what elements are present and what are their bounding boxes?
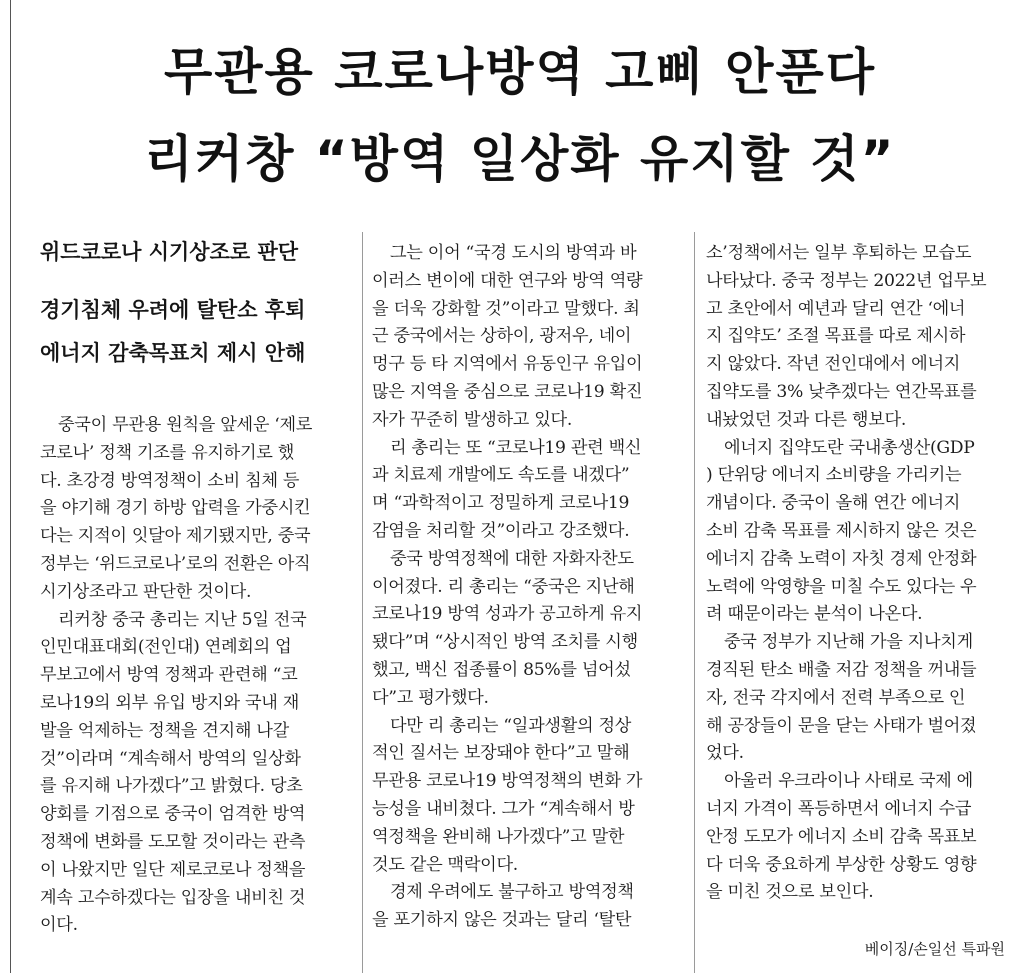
article-text-line: 려 때문이라는 분석이 나온다. [706, 604, 923, 625]
headline-line-1: 무관용 코로나방역 고삐 안푼다 [163, 43, 877, 101]
article-text-line: 코로나19 방역 성과가 공고하게 유지 [372, 604, 643, 625]
subheadline: 위드코로나 시기상조로 판단 [40, 240, 299, 264]
article-text-line: 능성을 내비쳤다. 그가 “계속해서 방 [372, 798, 635, 819]
article-text-line: 을 야기해 경기 하방 압력을 가중시킨 [40, 498, 311, 519]
article-text-line: 에너지 감축 노력이 자칫 경제 안정화 [706, 548, 977, 569]
article-text-line: 이 나왔지만 일단 제로코로나 정책을 [40, 859, 306, 880]
article-text-line: 을 더욱 강화할 것”이라고 말했다. 최 [372, 298, 640, 319]
article-text-line: 을 포기하지 않은 것과는 달리 ‘탈탄 [372, 910, 632, 931]
article-text-line: 무보고에서 방역 정책과 관련해 “코 [40, 665, 298, 686]
article-text-line: 감염을 처리할 것”이라고 강조했다. [372, 520, 630, 541]
article-text-line: 집약도를 3% 낮추겠다는 연간목표를 [706, 381, 977, 402]
article-text-line: 경제 우려에도 불구하고 방역정책 [390, 882, 634, 903]
article-text-line: 다는 지적이 잇달아 제기됐지만, 중국 [40, 526, 311, 547]
article-text-line: 며 “과학적이고 정밀하게 코로나19 [372, 493, 630, 514]
column-divider [362, 232, 363, 973]
article-text-line: 내놨었던 것과 다른 행보다. [706, 409, 906, 430]
article-text-line: 로나19의 외부 유입 방지와 국내 재 [40, 692, 300, 713]
article-text-line: 를 유지해 나가겠다”고 밝혔다. 당초 [40, 776, 303, 797]
article-text-line: 이러스 변이에 대한 연구와 방역 역량 [372, 270, 643, 291]
article-text-line: 해 공장들이 문을 닫는 사태가 벌어졌 [706, 715, 977, 736]
article-text-line: 안정 도모가 에너지 소비 감축 목표보 [706, 826, 977, 847]
article-text-line: 적인 질서는 보장돼야 한다”고 말해 [372, 743, 630, 764]
article-text-line: 정책에 변화를 도모할 것이라는 관측 [40, 831, 306, 852]
article-text-line: 을 미친 것으로 보인다. [706, 882, 874, 903]
article-text-line: 지 집약도’ 조절 목표를 따로 제시하 [706, 326, 966, 347]
subheadline: 경기침체 우려에 탈탄소 후퇴 [40, 298, 306, 322]
article-text-line: 인민대표대회(전인대) 연례회의 업 [40, 637, 292, 658]
article-text-line: 다 더욱 중요하게 부상한 상황도 영향 [706, 854, 977, 875]
article-column-1 [40, 412, 360, 940]
article-text-line: 과 치료제 개발에도 속도를 내겠다” [372, 465, 630, 486]
column-divider [694, 232, 695, 973]
article-text-line: 중국 방역정책에 대한 자화자찬도 [390, 548, 634, 569]
article-text-line: 고 초안에서 예년과 달리 연간 ‘에너 [706, 298, 966, 319]
article-text-line: 근 중국에서는 상하이, 광저우, 네이 [372, 326, 632, 347]
byline: 베이징/손일선 특파원 [864, 940, 1005, 958]
article-text-line: 자, 전국 각지에서 전력 부족으로 인 [706, 687, 966, 708]
article-text-line: 정부는 ‘위드코로나’로의 전환은 아직 [40, 553, 311, 574]
article-text-line: 많은 지역을 중심으로 코로나19 확진 [372, 381, 643, 402]
article-text-line: 중국 정부가 지난해 가을 지나치게 [724, 632, 973, 653]
article-text-line: 다만 리 총리는 “일과생활의 정상 [390, 715, 632, 736]
article-text-line: 코로나’ 정책 기조를 유지하기로 했 [40, 442, 295, 463]
article-text-line: 이다. [40, 915, 78, 936]
article-text-line: 개념이다. 중국이 올해 연간 에너지 [706, 493, 961, 514]
article-text-line: 리 총리는 또 “코로나19 관련 백신 [390, 437, 642, 458]
article-text-line: 양회를 기점으로 중국이 엄격한 방역 [40, 804, 306, 825]
article-text-line: 무관용 코로나19 방역정책의 변화 가 [372, 771, 643, 792]
article-text-line: ) 단위당 에너지 소비량을 가리키는 [706, 465, 962, 486]
article-text-line: 멍구 등 타 지역에서 유동인구 유입이 [372, 354, 643, 375]
article-text-line: 아울러 우크라이나 사태로 국제 에 [724, 771, 973, 792]
article-text-line: 소비 감축 목표를 제시하지 않은 것은 [706, 520, 977, 541]
article-text-line: 됐다”며 “상시적인 방역 조치를 시행 [372, 632, 638, 653]
article-text-line: 다”고 평가했다. [372, 687, 489, 708]
article-text-line: 역정책을 완비해 나가겠다”고 말한 [372, 826, 625, 847]
article-text-line: 했고, 백신 접종률이 85%를 넘어섰 [372, 659, 631, 680]
article-text-line: 발을 억제하는 정책을 견지해 나갈 [40, 720, 289, 741]
article-text-line: 것도 같은 맥락이다. [372, 854, 518, 875]
article-text-line: 노력에 악영향을 미칠 수도 있다는 우 [706, 576, 977, 597]
article-text-line: 자가 꾸준히 발생하고 있다. [372, 409, 572, 430]
article-text-line: 에너지 집약도란 국내총생산(GDP [724, 437, 975, 458]
article-text-line: 것”이라며 “계속해서 방역의 일상화 [40, 748, 301, 769]
headline-line-2: 리커창 “방역 일상화 유지할 것” [144, 130, 896, 188]
article-text-line: 중국이 무관용 원칙을 앞세운 ‘제로 [58, 415, 313, 435]
article-text-line: 었다. [706, 743, 744, 764]
article-column-2 [372, 240, 690, 935]
page-border-rule [10, 0, 11, 973]
article-text-line: 이어졌다. 리 총리는 “중국은 지난해 [372, 576, 635, 597]
article-text-line: 시기상조라고 판단한 것이다. [40, 581, 252, 602]
article-text-line: 계속 고수하겠다는 입장을 내비친 것 [40, 887, 306, 908]
article-text-line: 너지 가격이 폭등하면서 에너지 수급 [706, 798, 972, 819]
article-text-line: 나타났다. 중국 정부는 2022년 업무보 [706, 270, 987, 291]
article-text-line: 그는 이어 “국경 도시의 방역과 바 [390, 243, 637, 263]
article-text-line: 다. 초강경 방역정책이 소비 침체 등 [40, 470, 300, 491]
article-text-line: 지 않았다. 작년 전인대에서 에너지 [706, 354, 961, 375]
article-column-3 [706, 240, 1011, 907]
subheadline: 에너지 감축목표치 제시 안해 [40, 341, 306, 365]
article-text-line: 소’정책에서는 일부 후퇴하는 모습도 [706, 243, 972, 263]
article-text-line: 경직된 탄소 배출 저감 정책을 꺼내들 [706, 659, 977, 680]
article-text-line: 리커창 중국 총리는 지난 5일 전국 [58, 609, 307, 630]
